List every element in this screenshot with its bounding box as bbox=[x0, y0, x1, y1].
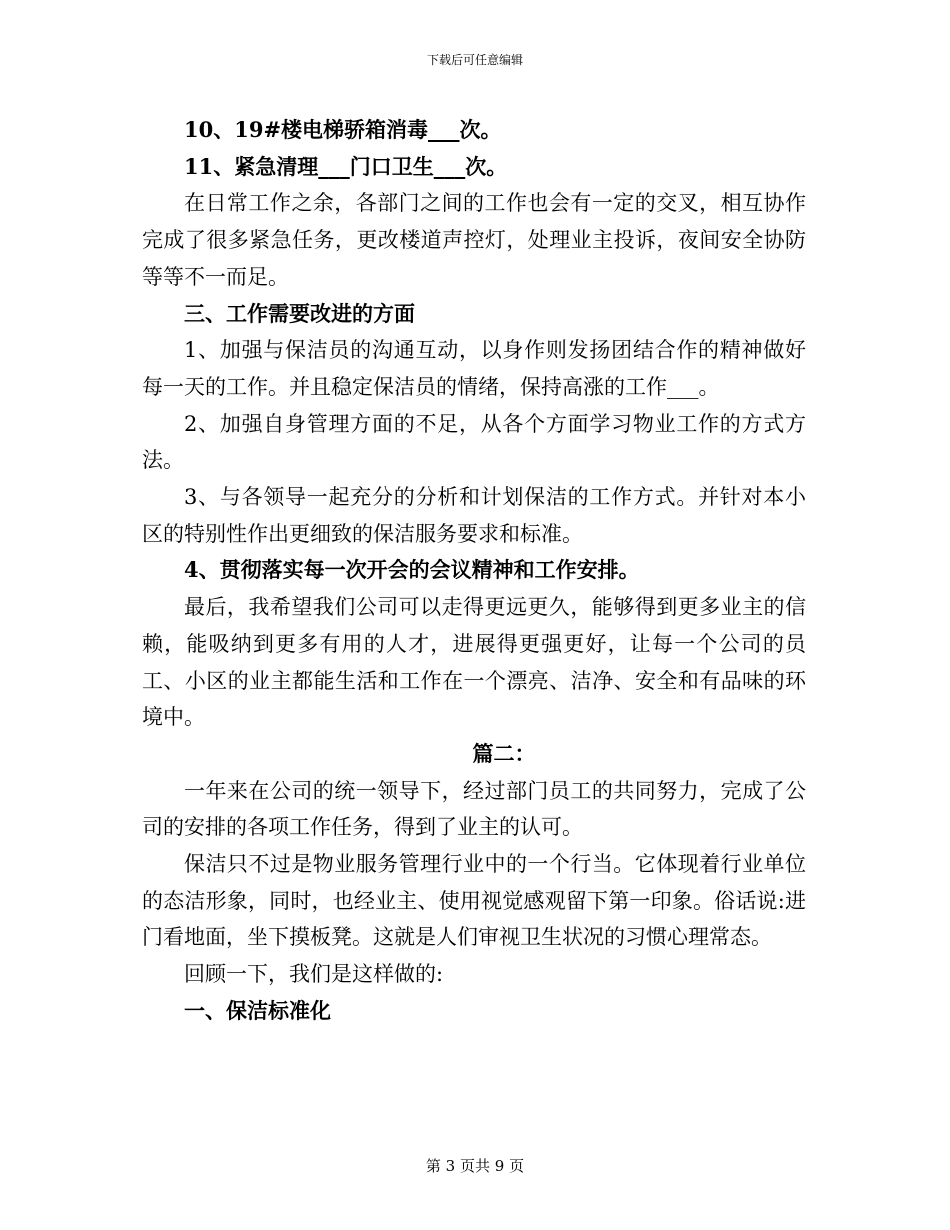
review-paragraph: 回顾一下，我们是这样做的: bbox=[184, 962, 444, 987]
improvement-item-2: 2、加强自身管理方面的不足，从各个方面学习物业工作的方式方法。 bbox=[142, 411, 806, 473]
improvement-item-3: 3、与各领导一起充分的分析和计划保洁的工作方式。并针对本小区的特别性作出更细致的保洁服务要求和标准。 bbox=[142, 485, 806, 546]
item-11-emergency-cleaning: 11、紧急清理___门口卫生___次。 bbox=[184, 153, 508, 179]
daily-work-paragraph: 在日常工作之余，各部门之间的工作也会有一定的交叉，相互协作完成了很多紧急任务，更改楼道声控灯，处理业主投诉，夜间安全协防等等不一而足。 bbox=[142, 191, 806, 289]
page-header: 下载后可任意编辑 bbox=[426, 53, 523, 67]
closing-paragraph: 最后，我希望我们公司可以走得更远更久，能够得到更多业主的信赖，能吸纳到更多有用的人才，进展得更强更好，让每一个公司的员工、小区的业主都能生活和工作在一个漂亮、洁净、安全和有品味的环境中。 bbox=[142, 595, 806, 730]
improvement-item-4: 4、贯彻落实每一次开会的会议精神和工作安排。 bbox=[184, 557, 640, 583]
part-two-intro-paragraph: 一年来在公司的统一领导下，经过部门员工的共同努力，完成了公司的安排的各项工作任务，得到了业主的认可。 bbox=[142, 778, 806, 840]
cleaning-industry-paragraph: 保洁只不过是物业服务管理行业中的一个行当。它体现着行业单位的态洁形象，同时，也经业主、使用视觉感观留下第一印象。俗话说:进门看地面，坐下摸板凳。这就是人们审视卫生状况的习惯心理常态。 bbox=[142, 852, 806, 950]
document-body bbox=[142, 112, 806, 1030]
item-10-elevator-disinfection: 10、19#楼电梯骄箱消毒___次。 bbox=[184, 117, 502, 142]
page-number-footer: 第 3 页共 9 页 bbox=[425, 1157, 525, 1175]
improvement-item-1: 1、加强与保洁员的沟通互动，以身作则发扬团结合作的精神做好每一天的工作。并且稳定保洁员的情绪，保持高涨的工作___。 bbox=[142, 338, 806, 399]
section-heading-standardization: 一、保洁标准化 bbox=[184, 997, 331, 1023]
section-heading-improvements: 三、工作需要改进的方面 bbox=[184, 300, 415, 326]
chapter-heading-part-two: 篇二： bbox=[472, 740, 536, 766]
